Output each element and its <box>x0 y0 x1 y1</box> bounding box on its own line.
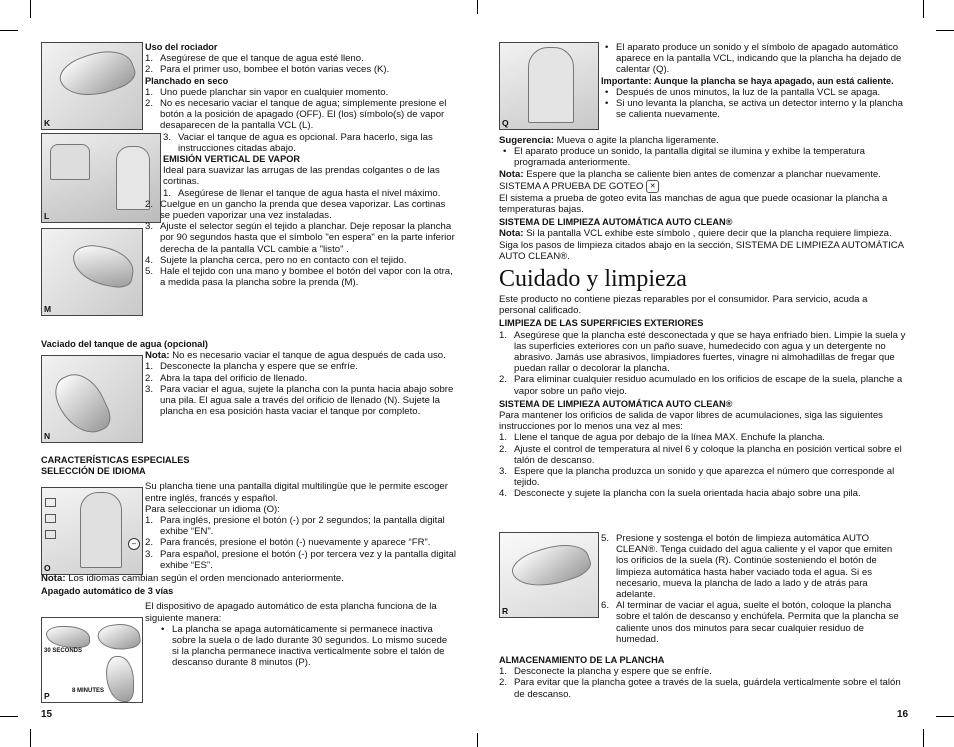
list-item: 2. Para francés, presione el botón (-) nuevamente y aparece “FR”. <box>145 537 431 549</box>
list-item: 2. Ajuste el control de temperatura al nivel 6 y coloque la plancha en posición vertical sobre el talón de descanso. <box>499 443 902 466</box>
iron-illustration <box>508 536 594 596</box>
section-heading: SISTEMA A PRUEBA DE GOTEO ✕ <box>499 180 906 193</box>
section-heading: CARACTERÍSTICAS ESPECIALES <box>41 455 190 465</box>
list-item: 2. No es necesario vaciar el tanque de agua; simplemente presione el botón a la posición de apagado (OFF). El (los) símbolo(s) de vapor desaparecen de la pantalla VCL (L). <box>145 98 447 132</box>
list-item: 1. Asegúrese que la plancha esté desconectada y que se haya enfriado bien. Limpie la suela y las superficies exteriores con un paño suave, humedecido con agua y un detergente no abrasivo. Jamás use abrasivos, limpiadores fuertes, vinagre ni almohadillas de fregar que puedan rallar o decolorar la plancha. <box>499 329 906 375</box>
list-item: 1. Desconecte la plancha y espere que se enfríe. <box>499 666 712 678</box>
figure-label: M <box>44 304 52 314</box>
note: Nota: Espere que la plancha se caliente bien antes de comenzar a planchar nuevamente. <box>499 168 881 180</box>
crop-mark <box>936 30 954 31</box>
note: Nota: Los idiomas cambian según el orden mencionado anteriormente. <box>41 573 344 585</box>
tip: Sugerencia: Mueva o agite la plancha ligeramente. <box>499 135 719 146</box>
figure-label: N <box>44 431 51 441</box>
paragraph: Este producto no contiene piezas reparables por el consumidor. Para servicio, acuda a personal calificado. <box>499 294 868 317</box>
section-heading: EMISIÓN VERTICAL DE VAPOR <box>163 154 300 165</box>
list-item: 3. Para español, presione el botón (-) por tercera vez y la pantalla digital exhibe “ES”. <box>145 548 456 571</box>
list-item: 2. Para evitar que la plancha gotee a través de la suela, guárdela verticalmente sobre el talón de descanso. <box>499 677 901 700</box>
figure-label: R <box>502 606 509 616</box>
section-heading: Vaciado del tanque de agua (opcional) <box>41 339 208 349</box>
left-column-middle <box>41 339 456 417</box>
right-column-main <box>499 135 906 500</box>
paragraph: El dispositivo de apagado automático de esta plancha funciona de la siguiente manera: <box>145 601 437 624</box>
fig-caption-8min: 8 MINUTES <box>72 688 105 694</box>
lcd-display <box>528 47 574 123</box>
crop-mark <box>30 729 31 747</box>
fig-caption-30s: 30 SECONDS <box>44 648 83 654</box>
list-item: 2. Para eliminar cualquier residuo acumulado en los orificios de escape de la suela, planche a vapor sobre un paño viejo. <box>499 374 903 397</box>
list-item: 1. Uno puede planchar sin vapor en cualquier momento. <box>145 86 389 98</box>
page-number: 15 <box>41 709 53 720</box>
list-item: 3. Vaciar el tanque de agua es opcional. Para hacerlo, siga las instrucciones citadas abajo. <box>163 131 433 154</box>
list-item: • La plancha se apaga automáticamente si permanece inactiva sobre la suela o de lado durante 30 segundos. Lo mismo sucede si la plancha permanece inactiva verticalmente sobre el talón de descanso durante 8 minutos (P). <box>161 623 448 669</box>
figure-label: L <box>44 211 50 221</box>
list-item: • Después de unos minutos, la luz de la pantalla VCL se apaga. <box>605 86 881 98</box>
note: Nota: No es necesario vaciar el tanque de agua después de cada uso. <box>145 350 446 362</box>
figure-m <box>41 228 143 316</box>
list-item: 2. Abra la tapa del orificio de llenado. <box>145 372 308 384</box>
figure-label: O <box>44 563 51 573</box>
iron-illustration <box>69 242 137 290</box>
paragraph: Ideal para suavizar las arrugas de las prendas colgantes o de las cortinas. <box>163 165 440 188</box>
list-item: 1. Asegúrese de que el tanque de agua esté lleno. <box>145 53 364 65</box>
paragraph: Para seleccionar un idioma (O): <box>145 503 280 515</box>
right-column-top <box>601 42 906 120</box>
apagado-body <box>145 601 456 668</box>
page-title: Cuidado y limpieza <box>499 266 687 293</box>
figure-label: K <box>44 118 51 128</box>
crop-mark <box>477 0 478 14</box>
list-item: 4. Sujete la plancha cerca, pero no en contacto con el tejido. <box>145 254 407 266</box>
list-item: 1. Llene el tanque de agua por debajo de la línea MAX. Enchufe la plancha. <box>499 432 825 444</box>
section-heading: Apagado automático de 3 vías <box>41 586 174 597</box>
important-note: Importante: Aunque la plancha se haya apagado, aun está caliente. <box>601 75 894 86</box>
list-item: 6. Al terminar de vaciar el agua, suelte el botón, coloque la plancha sobre el talón de descanso y enchúfela. Permita que la plancha se caliente unos dos minutos para secar cualquier residuo de humedad. <box>601 600 899 645</box>
crop-mark <box>923 729 924 747</box>
crop-mark <box>0 30 18 31</box>
right-column-steps <box>601 533 906 645</box>
list-item: • El aparato produce un sonido y el símbolo de apagado automático aparece en la pantalla VCL, indicando que la plancha ha dejado de calentar (Q). <box>605 42 902 76</box>
paragraph: El sistema a prueba de goteo evita las manchas de agua que puede ocasionar la plancha a temperaturas bajas. <box>499 192 888 216</box>
page-number: 16 <box>897 709 909 720</box>
list-item: 5. Hale el tejido con una mano y bombee el botón del vapor con la otra, a medida pasa la plancha sobre la prenda (M). <box>145 266 453 289</box>
figure-q <box>499 42 599 130</box>
list-item: 5. Presione y sostenga el botón de limpieza automática AUTO CLEAN®. Tenga cuidado del agua caliente y el vapor que emiten los orificios de la suela (R). Continúe sosteniendo el botón de limpieza automática hasta haber vaciado toda el agua. Si es necesario, mueva la plancha de lado a lado y de atrás para adelante. <box>601 533 893 601</box>
list-item: 3. Ajuste el selector según el tejido a planchar. Deje reposar la plancha por 90 segundos hasta que el símbolo "en espera" en la parte inferior derecha de la pantalla VCL cambie a "listo" . <box>145 221 455 255</box>
list-item: 2. Para el primer uso, bombee el botón varias veces (K). <box>145 64 390 76</box>
list-item: • El aparato produce un sonido, la pantalla digital se ilumina y exhibe la temperatura programada anteriormente. <box>503 146 865 169</box>
drip-icon: ✕ <box>646 180 659 193</box>
right-column-bottom <box>499 655 906 700</box>
crop-mark <box>936 716 954 717</box>
lcd-display <box>50 144 90 180</box>
list-item: 3. Para vaciar el agua, sujete la plancha con la punta hacia abajo sobre una pila. El agua sale a través del orificio de llenado (N). Sujete la plancha en esa posición hasta vaciar el tanque por completo. <box>145 383 454 418</box>
idioma-body <box>145 481 456 571</box>
figure-label: Q <box>502 118 509 128</box>
list-item: 1. Desconecte la plancha y espere que se enfríe. <box>145 361 358 373</box>
section-heading: SISTEMA DE LIMPIEZA AUTOMÁTICA AUTO CLEAN® <box>499 217 733 228</box>
section-heading: SISTEMA DE LIMPIEZA AUTOMÁTICA AUTO CLEAN® <box>499 398 733 409</box>
paragraph: Para mantener los orificios de salida de vapor libres de acumulaciones, siga las siguientes instrucciones por lo menos una vez al mes: <box>499 410 883 433</box>
note: Nota: Si la pantalla VCL exhibe este símbolo , quiere decir que la plancha requiere limpieza. Siga los pasos de limpieza citados abajo en la sección, SISTEMA DE LIMPIEZA AUTOMÁTICA AUTO CLEAN®. <box>499 228 904 262</box>
iron-illustration <box>55 42 139 106</box>
section-heading: SELECCIÓN DE IDIOMA <box>41 466 146 477</box>
vaciado-body <box>145 350 456 417</box>
crop-mark <box>477 733 478 747</box>
section-heading: ALMACENAMIENTO DE LA PLANCHA <box>499 655 665 665</box>
list-item: 4. Desconecte y sujete la plancha con la suela orientada hacia abajo sobre una pila. <box>499 488 861 500</box>
paragraph: Su plancha tiene una pantalla digital multilingüe que le permite escoger entre inglés, francés y español. <box>145 481 448 504</box>
section-heading: Uso del rociador <box>145 42 218 52</box>
list-item: • Si uno levanta la plancha, se activa un detector interno y la plancha se calienta nuevamente. <box>605 98 903 121</box>
list-item: 3. Espere que la plancha produzca un sonido y que aparezca el número que corresponde al tejido. <box>499 466 895 489</box>
figure-k <box>41 42 143 130</box>
crop-mark <box>923 0 924 18</box>
left-column-upper <box>145 42 456 288</box>
minus-button-icon: – <box>128 538 140 550</box>
section-heading: Planchado en seco <box>145 75 229 86</box>
left-column-lower <box>41 455 456 669</box>
crop-mark <box>30 0 31 18</box>
section-heading: LIMPIEZA DE LAS SUPERFICIES EXTERIORES <box>499 318 704 329</box>
crop-mark <box>0 716 18 717</box>
figure-r <box>499 532 599 618</box>
list-item: 1. Asegúrese de llenar el tanque de agua hasta el nivel máximo. <box>163 187 441 199</box>
figure-l <box>41 133 161 223</box>
list-item: 1. Para inglés, presione el botón (-) por 2 segundos; la pantalla digital exhibe “EN”. <box>145 515 445 538</box>
list-item: 2. Cuelgue en un gancho la prenda que desea vaporizar. Las cortinas se pueden vaporizar una vez instaladas. <box>145 198 446 222</box>
figure-label: P <box>44 691 50 701</box>
